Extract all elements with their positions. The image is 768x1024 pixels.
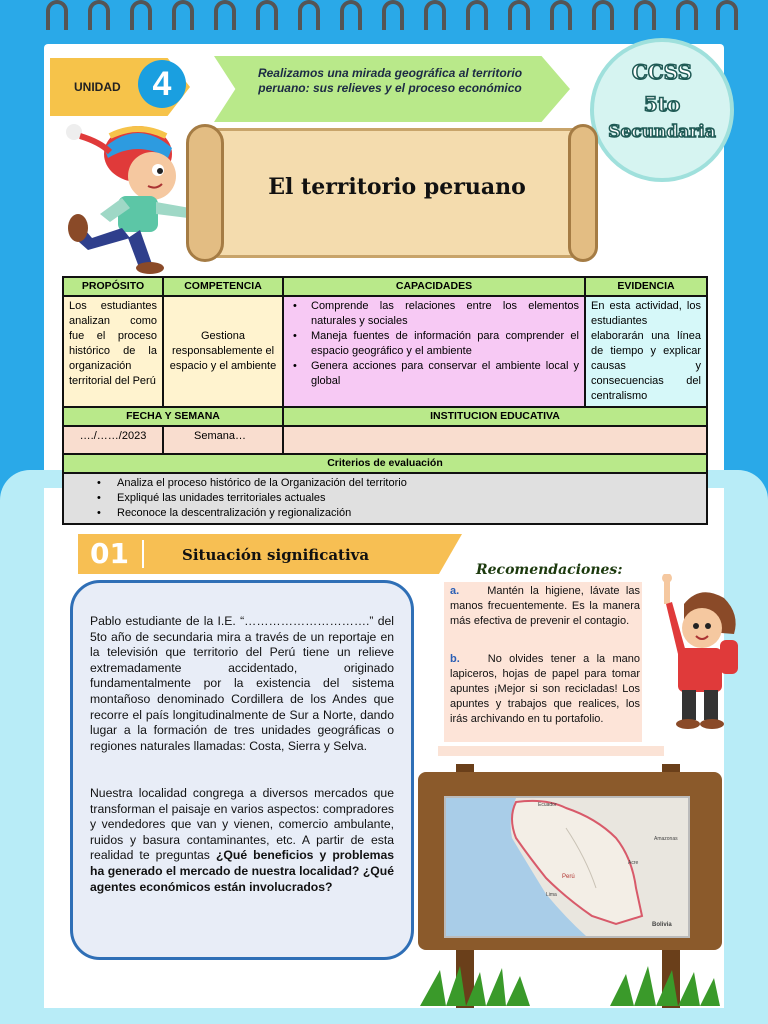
- pointing-boy-icon: [644, 574, 740, 732]
- ring-icon: [88, 0, 110, 30]
- header-fecha: FECHA Y SEMANA: [63, 407, 283, 426]
- header-proposito: PROPÓSITO: [63, 277, 163, 296]
- cell-competencia: Gestiona responsablemente el espacio y el ambiente: [163, 296, 283, 407]
- map-label: Bolivia: [652, 922, 672, 928]
- capacidad-item: • Genera acciones para conservar el ambiente local y global: [289, 359, 579, 389]
- criterio-item: • Reconoce la descentralización y regionalización: [69, 506, 701, 521]
- header-capacidades: CAPACIDADES: [283, 277, 585, 296]
- situation-question: ¿Qué beneficios y problemas ha generado el mercado de nuestra localidad? ¿Qué agentes económicos están involucrados?: [90, 848, 394, 894]
- ring-icon: [130, 0, 152, 30]
- header-evidencia: EVIDENCIA: [585, 277, 707, 296]
- recommendations-title: Recomendaciones:: [476, 562, 623, 578]
- badge-line-level: Secundaria: [608, 122, 716, 142]
- cell-criterios: [63, 473, 707, 524]
- badge-line-grade: 5to: [643, 92, 681, 116]
- ring-icon: [550, 0, 572, 30]
- ring-icon: [214, 0, 236, 30]
- ring-icon: [172, 0, 194, 30]
- capacidad-item: • Maneja fuentes de información para comprender el espacio geográfico y el ambiente: [289, 329, 579, 359]
- map-label: Perú: [562, 874, 575, 880]
- peru-map: [444, 796, 690, 938]
- spiral-binding: [0, 0, 768, 32]
- situation-paragraph-2-text: Nuestra localidad congrega a diversos mercados que transforman el paisaje en varios aspectos: compradores y vendedores que van y vienen, comercio ambulante, ruidos y basura contaminantes, etc. A partir de esta realidad te preguntas: [90, 786, 394, 863]
- ring-icon: [424, 0, 446, 30]
- map-label: Amazonas: [654, 836, 678, 842]
- ring-icon: [508, 0, 530, 30]
- grass-icon: [420, 966, 530, 1006]
- planning-table: [62, 276, 708, 525]
- recommendation-item: [450, 584, 640, 629]
- cell-evidencia: En esta actividad, los estudiantes elaborarán una línea de tiempo y explicar causas y consecuencias del centralismo: [585, 296, 707, 407]
- recommendation-item: [450, 652, 640, 727]
- map-label: Lima: [546, 892, 557, 898]
- recommendation-text: No olvides tener a la mano lapiceros, hojas de papel para tomar apuntes ¡Mejor si son recicladas! Los apuntes y trabajos que realices, los irás archivando en tu portafolio.: [450, 653, 640, 725]
- topic-banner-text: Realizamos una mirada geográfica al territorio peruano: sus relieves y el proceso económico: [257, 66, 523, 95]
- ring-icon: [382, 0, 404, 30]
- map-label: Acre: [628, 860, 639, 866]
- cell-capacidades: [283, 296, 585, 407]
- ring-icon: [716, 0, 738, 30]
- cell-proposito: Los estudiantes analizan como fue el proceso histórico de la organización territorial del Perú: [63, 296, 163, 407]
- criterio-item: • Analiza el proceso histórico de la Organización del territorio: [69, 476, 701, 491]
- fecha-field[interactable]: …./……/2023: [63, 426, 163, 454]
- ring-icon: [676, 0, 698, 30]
- recommendations-underline: [438, 746, 664, 756]
- peru-map-icon: [446, 798, 688, 936]
- header-institucion: INSTITUCION EDUCATIVA: [283, 407, 707, 426]
- ring-icon: [256, 0, 278, 30]
- section-divider: [142, 540, 144, 568]
- ring-icon: [46, 0, 68, 30]
- section-number: 01: [90, 537, 129, 570]
- ring-icon: [634, 0, 656, 30]
- grass-icon: [610, 966, 720, 1006]
- ring-icon: [592, 0, 614, 30]
- header-competencia: COMPETENCIA: [163, 277, 283, 296]
- section-title: Situación significativa: [182, 546, 370, 564]
- situation-paragraph-1: Pablo estudiante de la I.E. “………………………….” del 5to año de secundaria mira a través de un reportaje en la televisión que territorio del Perú tiene un relieve extremadamente accidentado, originado fundamentalmente por la existencia del sistema montañoso denominado Cordillera de los Andes que recorre el país longitudinalmente de Sur a Norte, dando lugar a la formación de tres unidades geográficas o regiones naturales llamadas: Costa, Sierra y Selva.: [90, 614, 394, 753]
- unit-label: UNIDAD: [74, 80, 121, 94]
- situation-paragraph-2: [90, 786, 394, 895]
- ring-icon: [340, 0, 362, 30]
- badge-line-course: CCSS: [631, 60, 693, 84]
- unit-number: 4: [138, 60, 186, 108]
- recommendation-letter: a.: [450, 585, 460, 597]
- recommendation-letter: b.: [450, 653, 460, 665]
- map-label: Ecuador: [538, 802, 557, 808]
- ring-icon: [466, 0, 488, 30]
- semana-field[interactable]: Semana…: [163, 426, 283, 454]
- recommendation-text: Mantén la higiene, lávate las manos frecuentemente. Es la manera más efectiva de prevenir el contagio.: [450, 585, 640, 627]
- header-criterios: Criterios de evaluación: [63, 454, 707, 473]
- institucion-field[interactable]: [283, 426, 707, 454]
- criterio-item: • Expliqué las unidades territoriales actuales: [69, 491, 701, 506]
- ring-icon: [298, 0, 320, 30]
- capacidad-item: • Comprende las relaciones entre los elementos naturales y sociales: [289, 299, 579, 329]
- student-mascot-icon: [40, 118, 200, 278]
- page-title: El territorio peruano: [268, 174, 526, 200]
